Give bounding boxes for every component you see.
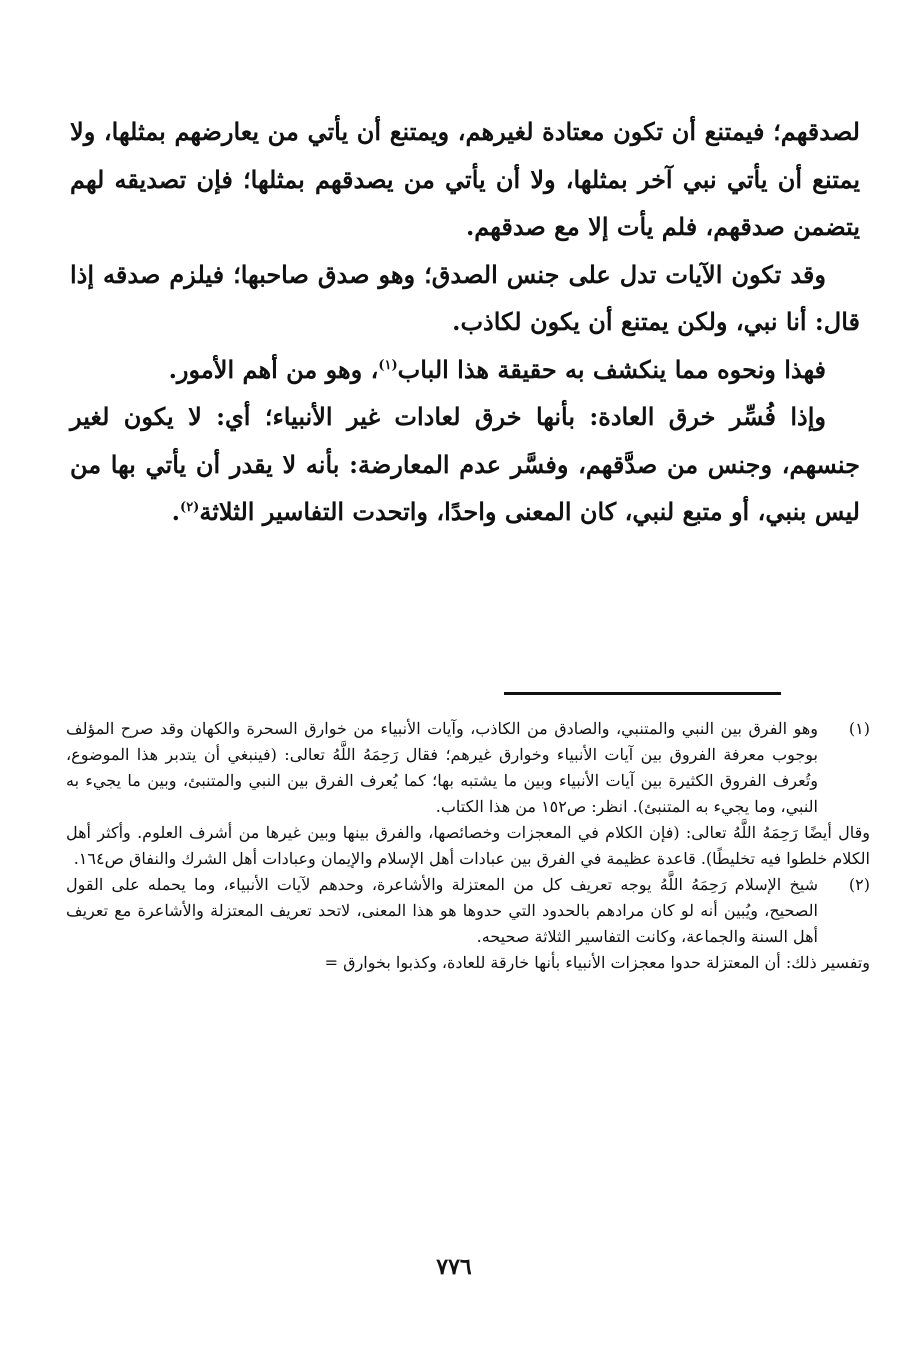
page-number: ٧٧٦ [436, 1254, 472, 1280]
paragraph-3-text-end: ، وهو من أهم الأمور. [168, 354, 379, 384]
footnote-2-number: (٢) [848, 875, 870, 894]
footnote-1-continuation: وقال أيضًا رَحِمَهُ اللَّهُ تعالى: (فإن الكلام في المعجزات وخصائصها، والفرق بينها وبين غيرها من أشرف العلوم. وأكثر أهل الكلام خلطوا فيه تخليطًا). قاعدة عظيمة في الفرق بين عبادات أهل الإسلام والإيمان وعبادات أهل الشرك والنفاق ص١٦٤. [66, 823, 870, 868]
footnote-separator [504, 692, 781, 695]
footnote-2-continuation: وتفسير ذلك: أن المعتزلة حدوا معجزات الأنبياء بأنها خارقة للعادة، وكذبوا بخوارق = [324, 953, 870, 972]
paragraph-3-text: فهذا ونحوه مما ينكشف به حقيقة هذا الباب [397, 354, 826, 384]
main-text-body [70, 108, 860, 536]
footnote-ref-1[interactable]: (١) [378, 357, 398, 373]
footnote-2 [66, 872, 870, 950]
paragraph-1: لصدقهم؛ فيمتنع أن تكون معتادة لغيرهم، ويمتنع أن يأتي من يعارضهم بمثلها، ولا يمتنع أن يأتي نبي آخر بمثلها، ولا أن يأتي من يصدقهم بمثلها؛ فإن تصديقه لهم يتضمن صدقهم، فلم يأت إلا مع صدقهم. [70, 117, 860, 241]
paragraph-4 [70, 393, 860, 536]
paragraph-3 [70, 346, 860, 394]
footnote-2-text: شيخ الإسلام رَحِمَهُ اللَّهُ يوجه تعريف كل من المعتزلة والأشاعرة، وحدهم لآيات الأنبياء، وما يحمله على القول الصحيح، ويُبين أنه لو كان مرادهم بالحدود التي حدوها هو هذا المعنى، لاتحد تعريف المعتزلة والأشاعرة مع تعريف أهل السنة والجماعة، وكانت التفاسير الثلاثة صحيحه. [66, 875, 818, 946]
footnote-1-number: (١) [848, 719, 870, 738]
paragraph-2: وقد تكون الآيات تدل على جنس الصدق؛ وهو صدق صاحبها؛ فيلزم صدقه إذا قال: أنا نبي، ولكن يمتنع أن يكون لكاذب. [70, 259, 860, 336]
paragraph-4-text-end: . [171, 497, 181, 526]
paragraph-4-text: وإذا فُسِّر خرق العادة: بأنها خرق لعادات غير الأنبياء؛ أي: لا يكون لغير جنسهم، وجنس من صدَّقهم، وفسَّر عدم المعارضة: بأنه لا يقدر أن يأتي بها من ليس بنبي، أو متبع لنبي، كان المعنى واحدًا، واتحدت التفاسير الثلاثة [70, 402, 861, 526]
footnote-1-text: وهو الفرق بين النبي والمتنبي، والصادق من الكاذب، وآيات الأنبياء من خوارق السحرة والكهان وقد صرح المؤلف بوجوب معرفة الفروق بين آيات الأنبياء وخوارق غيرهم؛ فقال رَحِمَهُ اللَّهُ تعالى: (فينبغي أن يتدبر هذا الموضوع، وتُعرف الفروق الكثيرة بين آيات الأنبياء وبين ما يشتبه بها؛ كما يُعرف الفرق بين النبي والمتنبئ، وبين ما يجيء به النبي، وما يجيء به المتنبئ). انظر: ص١٥٢ من هذا الكتاب. [66, 719, 818, 816]
footnotes-section [66, 716, 870, 976]
footnote-1 [66, 716, 870, 820]
footnote-ref-2[interactable]: (٢) [180, 500, 200, 515]
